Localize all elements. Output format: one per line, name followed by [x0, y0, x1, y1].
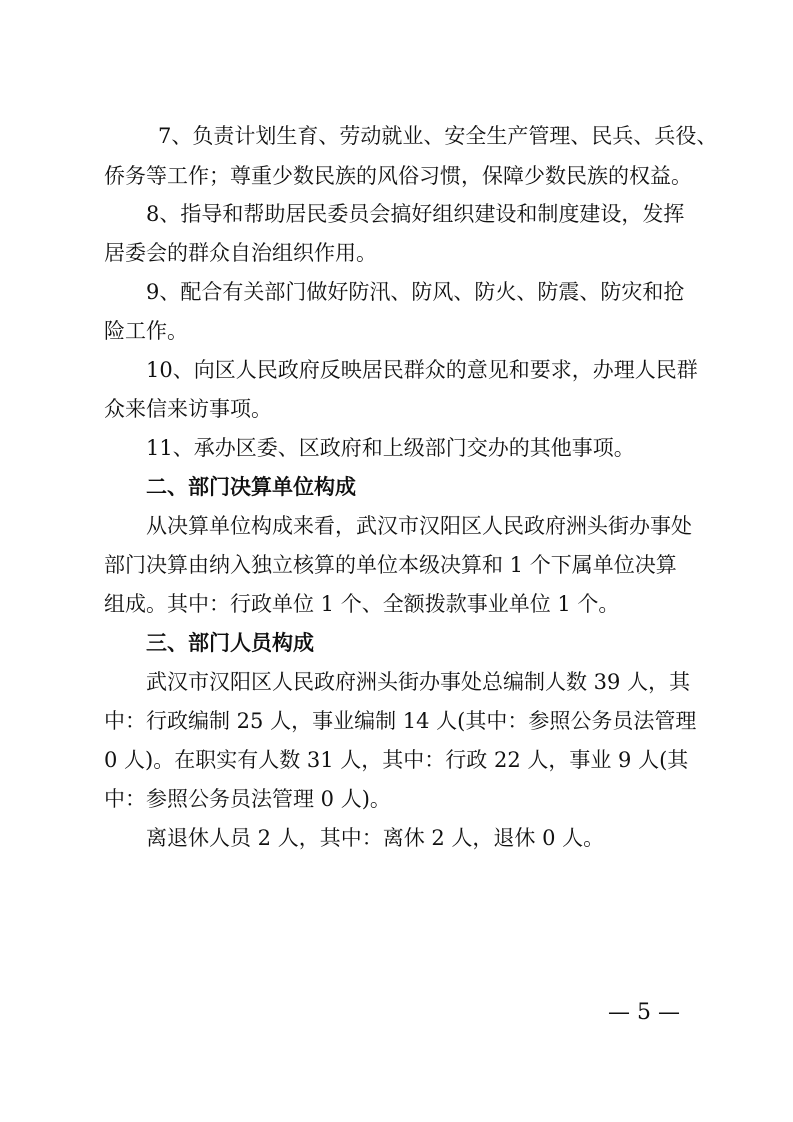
section-3-line-4: 中：参照公务员法管理 0 人)。	[104, 787, 391, 811]
item-7-line-2: 侨务等工作；尊重少数民族的风俗习惯，保障少数民族的权益。	[104, 164, 692, 188]
section-3-line-1: 武汉市汉阳区人民政府洲头街办事处总编制人数 39 人，其	[146, 670, 691, 694]
item-11-line: 11、承办区委、区政府和上级部门交办的其他事项。	[146, 436, 635, 460]
section-heading-3: 三、部门人员构成	[146, 631, 314, 655]
item-7-line-1: 7、负责计划生育、劳动就业、安全生产管理、民兵、兵役、	[158, 124, 718, 148]
page-number: — 5 —	[608, 1000, 680, 1025]
section-2-line-2: 部门决算由纳入独立核算的单位本级决算和 1 个下属单位决算	[104, 553, 677, 577]
retired-staff-line: 离退休人员 2 人，其中：离休 2 人，退休 0 人。	[146, 826, 605, 850]
item-9-line-1: 9、配合有关部门做好防汛、防风、防火、防震、防灾和抢	[146, 280, 685, 304]
item-9-line-2: 险工作。	[104, 319, 188, 343]
section-2-line-1: 从决算单位构成来看，武汉市汉阳区人民政府洲头街办事处	[146, 514, 692, 538]
section-2-line-3: 组成。其中：行政单位 1 个、全额拨款事业单位 1 个。	[104, 592, 620, 616]
item-10-line-2: 众来信来访事项。	[104, 397, 272, 421]
item-10-line-1: 10、向区人民政府反映居民群众的意见和要求，办理人民群	[146, 358, 698, 382]
item-8-line-1: 8、指导和帮助居民委员会搞好组织建设和制度建设，发挥	[146, 202, 685, 226]
section-3-line-3: 0 人)。在职实有人数 31 人，其中：行政 22 人，事业 9 人(其	[104, 748, 689, 772]
item-8-line-2: 居委会的群众自治组织作用。	[104, 241, 377, 265]
section-heading-2: 二、部门决算单位构成	[146, 475, 356, 499]
section-3-line-2: 中：行政编制 25 人，事业编制 14 人(其中：参照公务员法管理	[104, 709, 697, 733]
